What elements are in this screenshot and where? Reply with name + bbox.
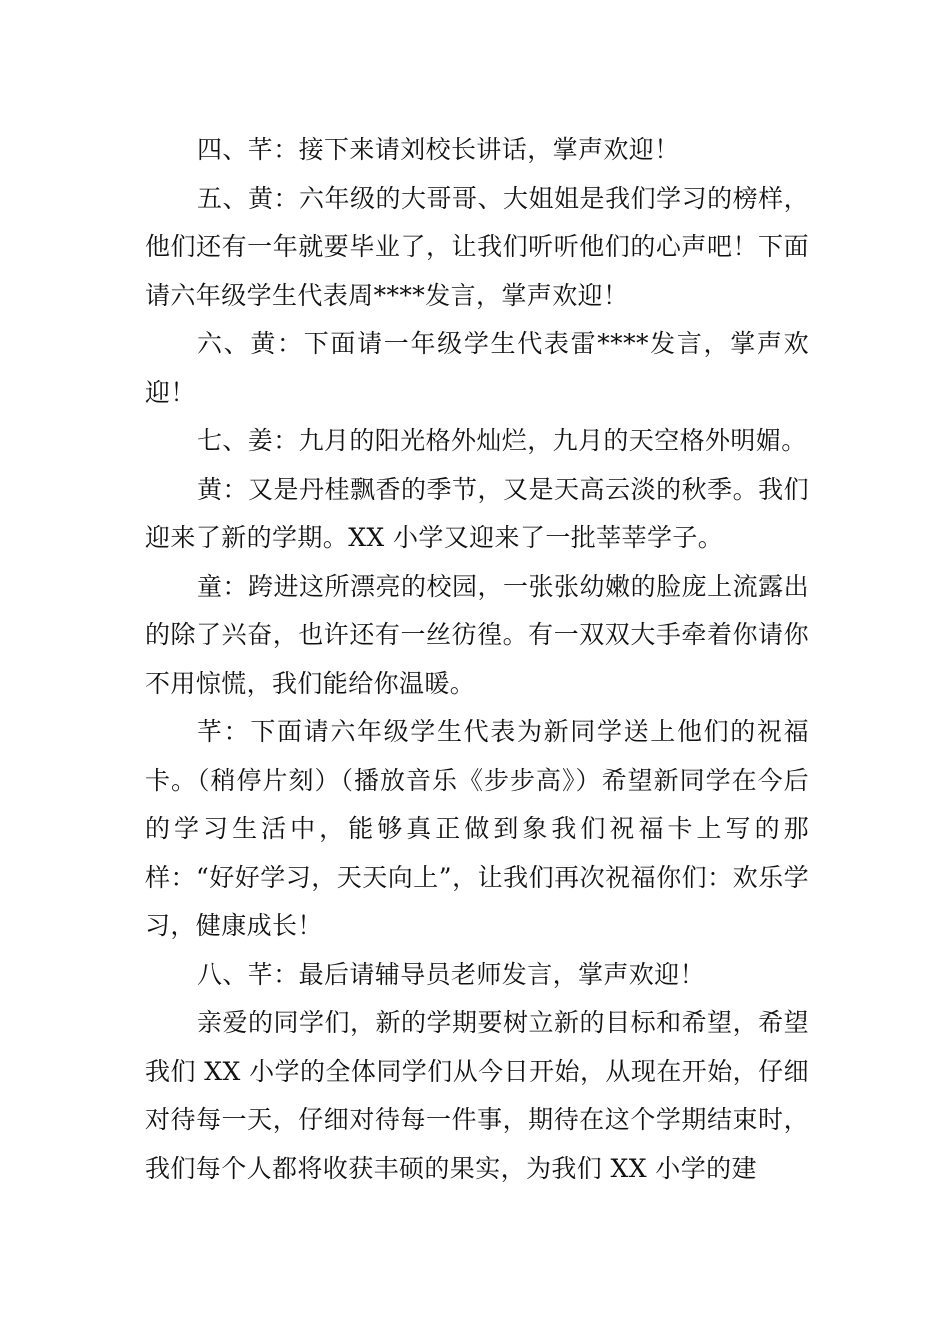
paragraph-campus-welcome: 童：跨进这所漂亮的校园，一张张幼嫩的脸庞上流露出的除了兴奋，也许还有一丝彷徨。有一双双大手牵着你请你不用惊慌，我们能给你温暖。 [145, 571, 809, 698]
document-body [145, 126, 809, 1193]
paragraph-principal-speech: 四、芊：接下来请刘校长讲话，掌声欢迎！ [197, 135, 680, 164]
paragraph-september-sunshine: 七、姜：九月的阳光格外灿烂，九月的天空格外明媚。 [197, 426, 807, 455]
paragraph-counselor-address: 亲爱的同学们，新的学期要树立新的目标和希望，希望我们 XX 小学的全体同学们从今日开始，从现在开始，仔细对待每一天，仔细对待每一件事，期待在这个学期结束时，我们每个人都将收获丰硕的果实，为我们 XX 小学的建 [145, 1008, 809, 1183]
paragraph-grade1-representative: 六、黄：下面请一年级学生代表雷****发言，掌声欢迎！ [145, 329, 809, 407]
paragraph-new-semester: 黄：又是丹桂飘香的季节，又是天高云淡的秋季。我们迎来了新的学期。XX 小学又迎来了一批莘莘学子。 [145, 474, 809, 552]
paragraph-counselor-speech: 八、芊：最后请辅导员老师发言，掌声欢迎！ [197, 959, 706, 989]
paragraph-blessing-cards: 芊：下面请六年级学生代表为新同学送上他们的祝福卡。（稍停片刻）（播放音乐《步步高》）希望新同学在今后的学习生活中，能够真正做到象我们祝福卡上写的那样：“好好学习，天天向上”，让我们再次祝福你们：欢乐学习，健康成长！ [145, 717, 809, 940]
paragraph-grade6-representative: 五、黄：六年级的大哥哥、大姐姐是我们学习的榜样，他们还有一年就要毕业了，让我们听听他们的心声吧！下面请六年级学生代表周****发言，掌声欢迎！ [145, 183, 809, 310]
